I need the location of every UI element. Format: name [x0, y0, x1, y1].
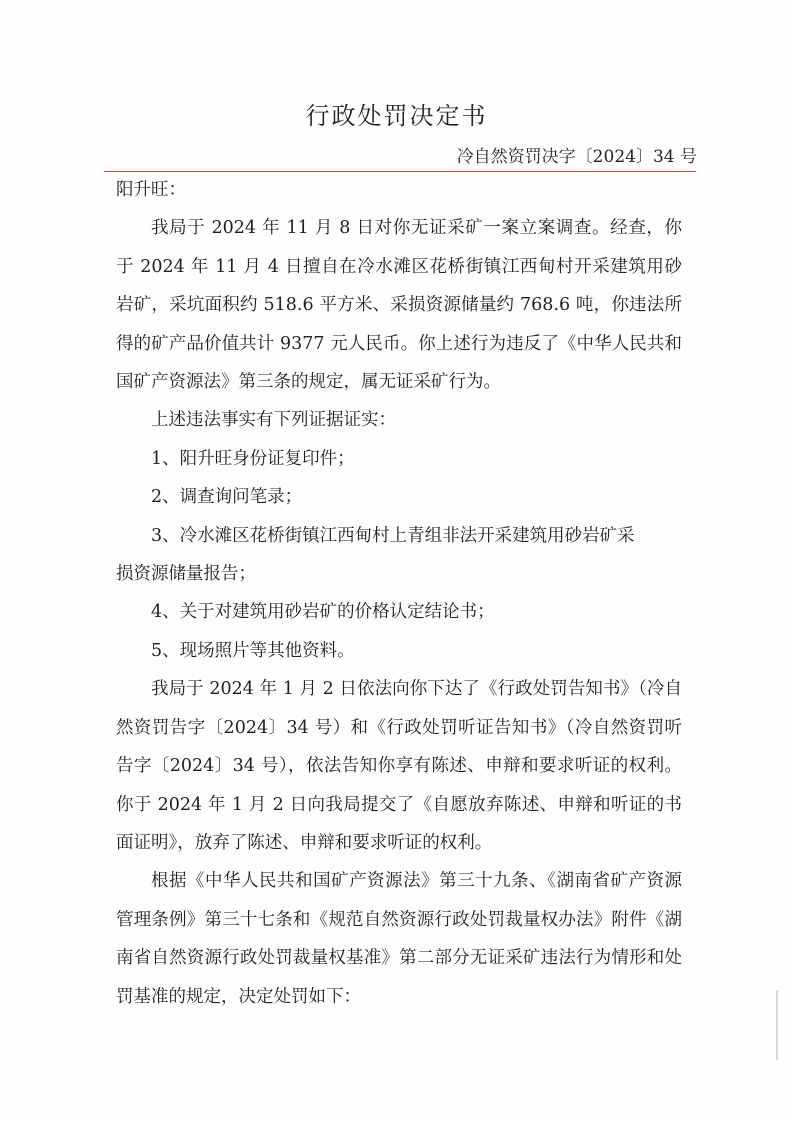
paragraph-evidence-intro: 上述违法事实有下列证据证实： — [151, 410, 396, 431]
evidence-item-3-line-2: 损资源储量报告； — [116, 564, 256, 585]
document-number: 冷自然资罚决字〔2024〕34 号 — [456, 147, 697, 167]
evidence-item-2: 2、调查询问笔录； — [151, 487, 303, 508]
document-title: 行政处罚决定书 — [305, 102, 488, 130]
evidence-item-3 — [116, 517, 682, 594]
salutation: 阳升旺： — [116, 180, 186, 200]
paragraph-facts: 我局于 2024 年 11 月 8 日对你无证采矿一案立案调查。经查，你于 2024 年 11 月 4 日擅自在冷水滩区花桥街镇江西甸村开采建筑用砂岩矿，采坑面积约 518.6 平方米、采损资源储量约 768.6 吨，你违法所得的矿产品价值共计 9377 元人民币。你上述行为违反了《中华人民共和国矿产资源法》第三条的规定，属无证采矿行为。 — [116, 218, 682, 393]
evidence-item-4: 4、关于对建筑用砂岩矿的价格认定结论书； — [151, 602, 495, 623]
paragraph-notification: 我局于 2024 年 1 月 2 日依法向你下达了《行政处罚告知书》（冷自然资罚告字〔2024〕34 号）和《行政处罚听证告知书》（冷自然资罚听告字〔2024〕34 号），依法告知你享有陈述、申辩和要求听证的权利。你于 2024 年 1 月 2 日向我局提交了《自愿放弃陈述、申辩和听证的书面证明》，放弃了陈述、申辩和要求听证的权利。 — [116, 679, 682, 853]
scan-edge-mark — [776, 990, 778, 1060]
document-body — [116, 170, 682, 1016]
evidence-item-3-line-1: 3、冷水滩区花桥街镇江西甸村上青组非法开采建筑用砂岩矿采 — [151, 525, 635, 546]
evidence-item-5: 5、现场照片等其他资料。 — [151, 640, 355, 661]
paragraph-legal-basis: 根据《中华人民共和国矿产资源法》第三十九条、《湖南省矿产资源管理条例》第三十七条和《规范自然资源行政处罚裁量权办法》附件《湖南省自然资源行政处罚裁量权基准》第二部分无证采矿违法行为情形和处罚基准的规定，决定处罚如下： — [116, 871, 682, 1007]
evidence-item-1: 1、阳升旺身份证复印件； — [151, 448, 355, 469]
